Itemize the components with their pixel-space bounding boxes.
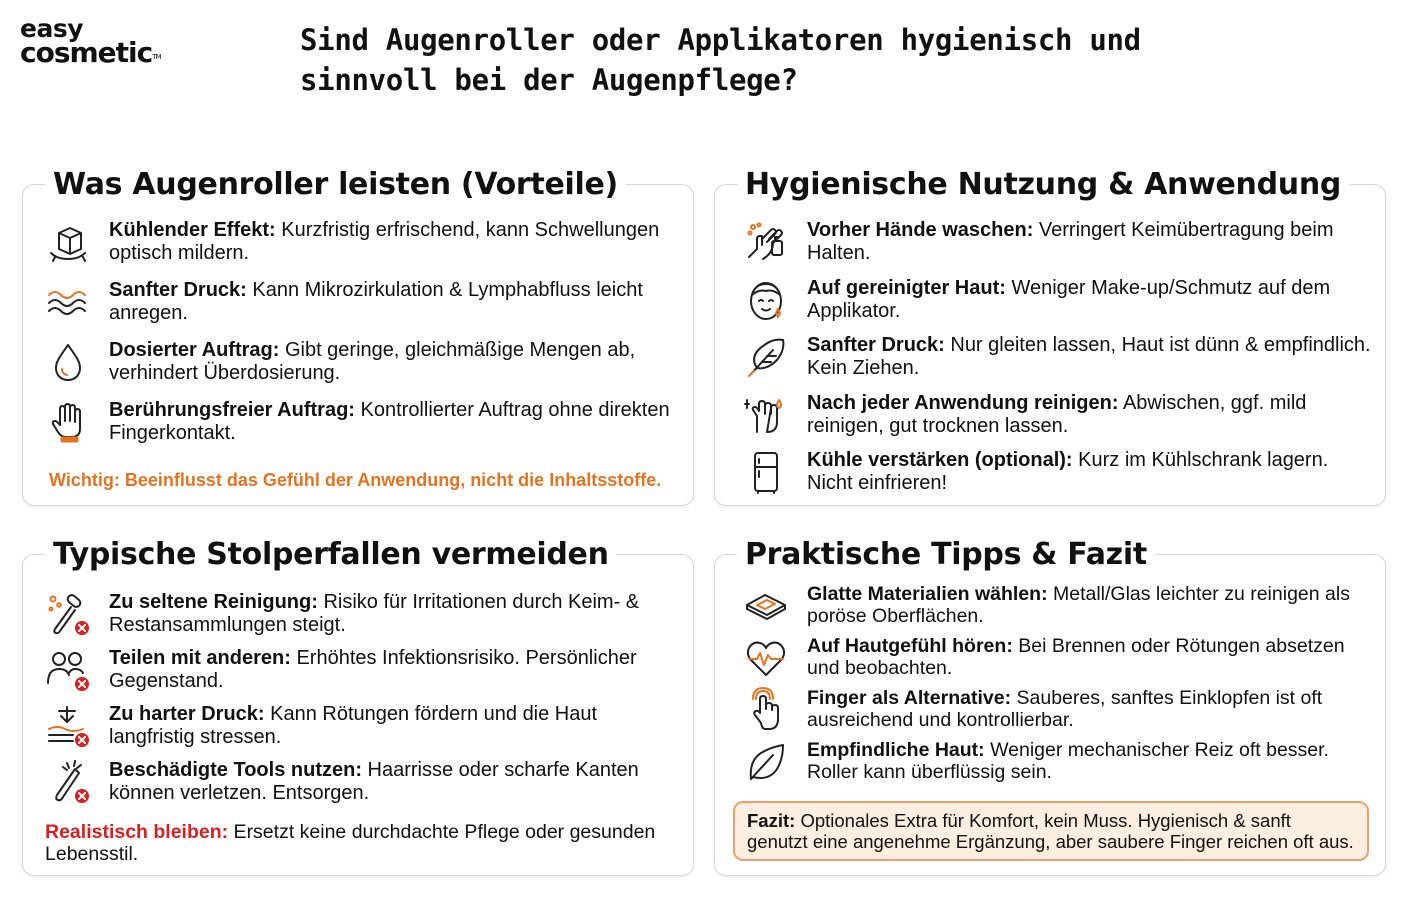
roller-germs-icon [45,591,91,637]
item-text: Kurzfristig erfrischend, kann Schwellungen optisch mildern. [109,219,660,264]
list-item [743,687,1371,733]
hand-clean-icon [743,392,789,438]
item-text: Haarrisse oder scharfe Kanten können verletzen. Entsorgen. [109,759,639,804]
fridge-icon [743,449,789,495]
item-label: Vorher Hände waschen: [807,219,1034,241]
item-text: Kurz im Kühlschrank lagern. Nicht einfrieren! [807,449,1329,494]
broken-tool-icon [45,759,91,805]
page-title: Sind Augenroller oder Applikatoren hygienisch und sinnvoll bei der Augenpflege? [300,23,1141,97]
item-text: Abwischen, ggf. mild reinigen, gut trocknen lassen. [807,392,1307,437]
list-item [45,339,679,385]
panel-tipps [714,537,1386,876]
heart-pulse-icon [743,635,789,681]
item-label: Glatte Materialien wählen: [807,583,1048,605]
item-label: Nach jeder Anwendung reinigen: [807,392,1119,414]
realistic-note-label: Realistisch bleiben: [45,821,229,843]
item-text: Nur gleiten lassen, Haut ist dünn & empfindlich. Kein Ziehen. [807,334,1371,379]
item-label: Berührungsfreier Auftrag: [109,399,355,421]
list-item [743,739,1371,785]
realistic-note-text: Ersetzt keine durchdachte Pflege oder gesunden Lebensstil. [45,821,656,865]
finger-tap-icon [743,687,789,733]
realistic-note [45,821,665,865]
item-text: Erhöhtes Infektionsrisiko. Persönlicher Gegenstand. [109,647,637,692]
item-label: Sanfter Druck: [109,279,247,301]
item-label: Auf gereinigter Haut: [807,277,1006,299]
list-item [45,647,679,693]
list-item [45,759,679,805]
panel-hygiene [714,167,1386,506]
panel-vorteile-title: Was Augenroller leisten (Vorteile) [45,165,626,205]
ice-cube-icon [45,219,91,265]
logo-line-2: cosmetic™ [20,36,161,69]
panel-stolperfallen [22,537,694,876]
list-item [45,219,679,265]
item-label: Kühlender Effekt: [109,219,276,241]
important-note: Wichtig: Beeinflusst das Gefühl der Anwendung, nicht die Inhaltsstoffe. [49,470,662,490]
panel-hygiene-title: Hygienische Nutzung & Anwendung [737,165,1349,205]
list-item [45,279,679,325]
item-label: Dosierter Auftrag: [109,339,280,361]
fazit-text: Optionales Extra für Komfort, kein Muss. Hygienisch & sanft genutzt eine angenehme Ergänzung, aber saubere Finger reichen oft aus. [747,810,1354,852]
list-item [743,277,1371,323]
list-item [45,703,679,749]
logo-trademark: TM [152,53,161,61]
item-label: Kühle verstärken (optional): [807,449,1073,471]
item-text: Risiko für Irritationen durch Keim- & Restansammlungen steigt. [109,591,640,636]
item-text: Gibt geringe, gleichmäßige Mengen ab, verhindert Überdosierung. [109,339,636,384]
droplet-icon [45,339,91,385]
item-text: Verringert Keimübertragung beim Halten. [807,219,1334,264]
list-item [743,635,1371,681]
feather-icon [743,334,789,380]
brand-logo [20,14,161,69]
item-label: Teilen mit anderen: [109,647,291,669]
raised-hand-icon [45,399,91,445]
list-item [45,591,679,637]
hand-wash-icon [743,219,789,265]
leaf-icon [743,739,789,785]
list-item [743,334,1371,380]
list-item [743,583,1371,629]
panel-vorteile [22,167,694,506]
list-item [45,399,679,445]
users-warning-icon [45,647,91,693]
item-text: Kann Mikrozirkulation & Lymphabfluss leicht anregen. [109,279,643,324]
logo-line-1: easy [20,14,84,43]
item-label: Zu seltene Reinigung: [109,591,318,613]
panel-tipps-title: Praktische Tipps & Fazit [737,535,1155,575]
list-item [743,392,1371,438]
list-item [743,449,1371,495]
smooth-material-icon [743,583,789,629]
item-label: Zu harter Druck: [109,703,265,725]
item-text: Kontrollierter Auftrag ohne direkten Fingerkontakt. [109,399,670,444]
fazit-box [733,801,1369,861]
item-label: Empfindliche Haut: [807,739,985,761]
item-text: Kann Rötungen fördern und die Haut langfristig stressen. [109,703,598,748]
fazit-label: Fazit: [747,810,796,831]
pressure-warning-icon [45,703,91,749]
item-text: Weniger Make-up/Schmutz auf dem Applikator. [807,277,1331,322]
item-text: Sauberes, sanftes Einklopfen ist oft ausreichend und kontrollierbar. [807,687,1323,731]
clean-face-icon [743,277,789,323]
item-label: Auf Hautgefühl hören: [807,635,1013,657]
item-label: Sanfter Druck: [807,334,945,356]
item-text: Metall/Glas leichter zu reinigen als poröse Oberflächen. [807,583,1350,627]
item-label: Finger als Alternative: [807,687,1012,709]
item-label: Beschädigte Tools nutzen: [109,759,362,781]
waves-icon [45,279,91,325]
item-text: Bei Brennen oder Rötungen absetzen und beobachten. [807,635,1345,679]
panel-stolperfallen-title: Typische Stolperfallen vermeiden [45,535,617,575]
list-item [743,219,1371,265]
item-text: Weniger mechanischer Reiz oft besser. Roller kann überflüssig sein. [807,739,1329,783]
